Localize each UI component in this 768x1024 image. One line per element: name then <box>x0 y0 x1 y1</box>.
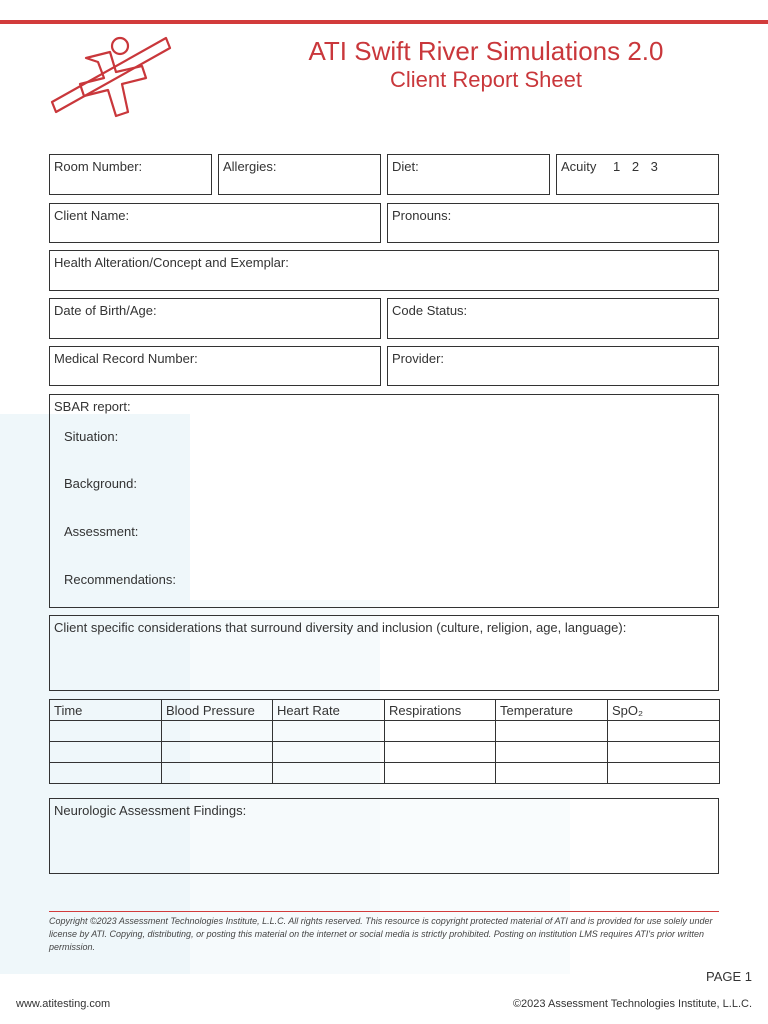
diversity-considerations-field[interactable] <box>49 615 719 691</box>
vitals-cell[interactable] <box>162 763 273 784</box>
vitals-cell[interactable] <box>273 721 385 742</box>
website-link[interactable]: www.atitesting.com <box>16 998 111 1010</box>
vitals-header-respirations: Respirations <box>385 700 496 721</box>
vitals-table <box>49 699 720 784</box>
sbar-heading: SBAR report: <box>54 399 131 414</box>
vitals-cell[interactable] <box>273 742 385 763</box>
provider-field[interactable] <box>387 346 719 386</box>
page-subtitle: Client Report Sheet <box>390 67 582 92</box>
vitals-header-time: Time <box>50 700 162 721</box>
vitals-cell[interactable] <box>162 721 273 742</box>
copyright-notice: Copyright ©2023 Assessment Technologies Institute, L.L.C. All rights reserved. This resource is copyright protected material of ATI and is provided for use solely under license by ATI. Copying, distributing, or posting this material on the internet or social media is strictly prohibited. Posting on institution LMS requires ATI's prior written permission. <box>49 916 713 952</box>
vitals-cell[interactable] <box>50 763 162 784</box>
sbar-recommendations-label: Recommendations: <box>64 572 176 587</box>
sbar-assessment-label: Assessment: <box>64 524 139 539</box>
health-alteration-label: Health Alteration/Concept and Exemplar: <box>54 255 289 270</box>
vitals-cell[interactable] <box>50 742 162 763</box>
vitals-cell[interactable] <box>496 721 608 742</box>
diversity-label: Client specific considerations that surround diversity and inclusion (culture, religion, age, language): <box>54 620 627 635</box>
page-title: ATI Swift River Simulations 2.0 <box>308 36 664 66</box>
dob-age-field[interactable] <box>49 298 381 339</box>
sbar-background-label: Background: <box>64 476 137 491</box>
vitals-cell[interactable] <box>496 742 608 763</box>
top-accent-bar <box>0 20 768 24</box>
sbar-situation-label: Situation: <box>64 429 119 444</box>
vitals-header-blood-pressure: Blood Pressure <box>162 700 273 721</box>
vitals-cell[interactable] <box>50 721 162 742</box>
acuity-field[interactable] <box>556 154 719 195</box>
health-alteration-field[interactable] <box>49 250 719 291</box>
neuro-label: Neurologic Assessment Findings: <box>54 803 247 818</box>
mrn-label: Medical Record Number: <box>54 351 198 366</box>
code-status-field[interactable] <box>387 298 719 339</box>
acuity-label: Acuity <box>561 159 597 174</box>
allergies-label: Allergies: <box>223 159 277 174</box>
table-row <box>50 721 720 742</box>
sbar-report-field[interactable] <box>49 394 719 608</box>
provider-label: Provider: <box>392 351 445 366</box>
room-number-label: Room Number: <box>54 159 143 174</box>
vitals-header-row <box>50 700 720 721</box>
vitals-cell[interactable] <box>385 721 496 742</box>
vitals-cell[interactable] <box>273 763 385 784</box>
vitals-cell[interactable] <box>608 721 720 742</box>
medical-record-number-field[interactable] <box>49 346 381 386</box>
vitals-cell[interactable] <box>608 742 720 763</box>
room-number-field[interactable] <box>49 154 212 195</box>
diet-label: Diet: <box>392 159 419 174</box>
code-status-label: Code Status: <box>392 303 468 318</box>
vitals-header-spo2: SpO₂ <box>608 700 720 721</box>
vitals-cell[interactable] <box>162 742 273 763</box>
table-row <box>50 763 720 784</box>
vitals-header-heart-rate: Heart Rate <box>273 700 385 721</box>
ati-logo-icon <box>46 32 174 122</box>
pronouns-field[interactable] <box>387 203 719 243</box>
vitals-cell[interactable] <box>385 763 496 784</box>
dob-age-label: Date of Birth/Age: <box>54 303 157 318</box>
vitals-cell[interactable] <box>385 742 496 763</box>
acuity-values: 1 2 3 <box>613 159 658 174</box>
vitals-header-temperature: Temperature <box>496 700 608 721</box>
vitals-cell[interactable] <box>496 763 608 784</box>
table-row <box>50 742 720 763</box>
pronouns-label: Pronouns: <box>392 208 452 223</box>
allergies-field[interactable] <box>218 154 381 195</box>
neurologic-assessment-field[interactable] <box>49 798 719 874</box>
client-name-field[interactable] <box>49 203 381 243</box>
diet-field[interactable] <box>387 154 550 195</box>
footer-divider <box>49 911 719 912</box>
vitals-cell[interactable] <box>608 763 720 784</box>
client-name-label: Client Name: <box>54 208 130 223</box>
company-copyright: ©2023 Assessment Technologies Institute, L.L.C. <box>512 998 752 1010</box>
page-number: PAGE 1 <box>705 969 752 984</box>
